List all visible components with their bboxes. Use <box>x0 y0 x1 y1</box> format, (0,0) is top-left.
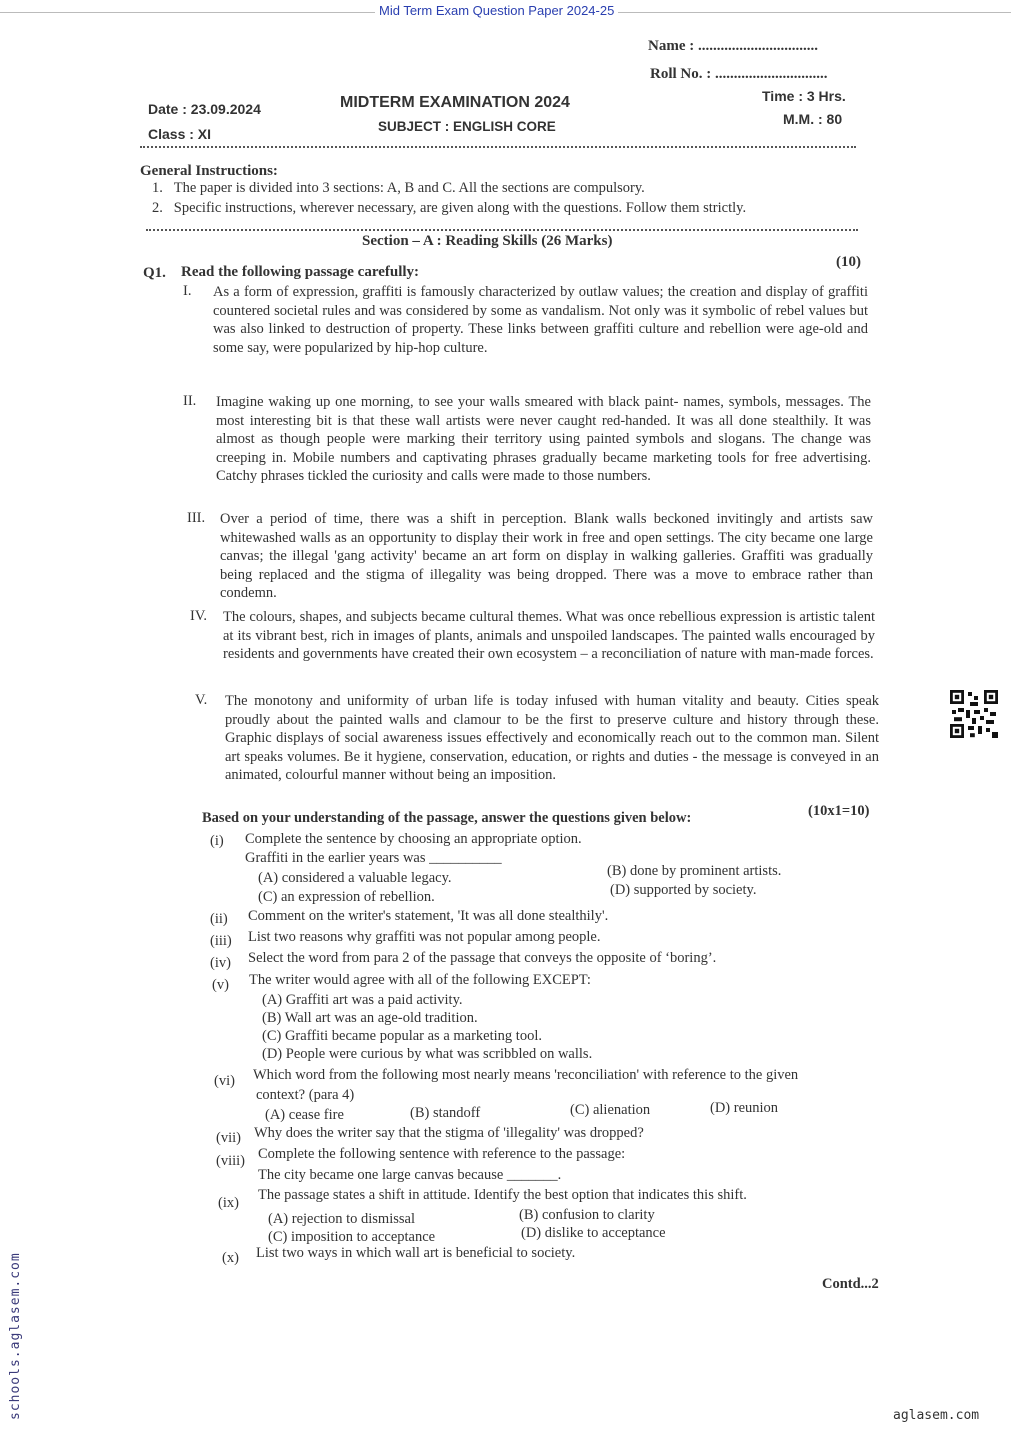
paragraph-text: Imagine waking up one morning, to see your walls smeared with black paint- names, symbols, messages. The most interesting bit is that these wall artists were never caught red-handed. It was all done stealthily. It was almost as though people were marking their territory using painted symbols and slogans. The change was creeping in. Mobile numbers and captivating phrases gradually became marketing tools for free advertising. Catchy phrases tickled the curiosity and calls were made to those numbers. <box>216 394 871 485</box>
option-b: (B) standoff <box>410 1105 481 1121</box>
option-b: (B) done by prominent artists. <box>607 863 782 879</box>
instructions-title: General Instructions: <box>140 163 278 179</box>
answer-prompt: Based on your understanding of the passage, answer the questions given below: <box>202 810 692 826</box>
footer-watermark: aglasem.com <box>893 1408 980 1423</box>
passage-paragraph <box>190 608 875 664</box>
instruction-num: 1. <box>152 180 163 196</box>
question-text: Which word from the following most nearly means 'reconciliation' with reference to the given <box>253 1067 799 1083</box>
instruction-text: Specific instructions, wherever necessary, are given along with the questions. Follow them strictly. <box>173 200 747 216</box>
question-num: (iv) <box>210 955 231 971</box>
document-banner <box>0 0 1011 22</box>
question-num: (i) <box>210 833 224 849</box>
exam-title: MIDTERM EXAMINATION 2024 <box>340 94 570 111</box>
option-b: (B) Wall art was an age-old tradition. <box>262 1010 478 1026</box>
question-text: The passage states a shift in attitude. Identify the best option that indicates this shift. <box>258 1187 747 1203</box>
class-label: Class : XI <box>148 126 212 142</box>
paragraph-text: As a form of expression, graffiti is famously characterized by outlaw values; the creation and display of graffiti countered societal rules and was considered by some as vandalism. Not only was it symbolic of rebel values but was also linked to destruction of property. These links between graffiti culture and rebellion were age-old and some say, were popularized by hip-hop culture. <box>213 284 868 356</box>
question-text: Select the word from para 2 of the passage that conveys the opposite of ‘boring’. <box>248 950 717 966</box>
side-watermark: schools.aglasem.com <box>8 1252 23 1420</box>
question-subtext: The city became one large canvas because _______. <box>258 1167 562 1183</box>
question-text: Comment on the writer's statement, 'It was all done stealthily'. <box>248 908 609 924</box>
section-title: Section – A : Reading Skills (26 Marks) <box>362 233 613 249</box>
qr-code-icon <box>950 690 998 738</box>
option-d: (D) reunion <box>710 1100 779 1116</box>
question-text: The writer would agree with all of the following EXCEPT: <box>249 972 591 988</box>
instruction-item <box>152 200 746 217</box>
question-text: List two ways in which wall art is beneficial to society. <box>256 1245 576 1261</box>
option-c: (C) an expression of rebellion. <box>258 889 435 905</box>
divider <box>140 146 856 148</box>
option-b: (B) confusion to clarity <box>519 1207 655 1223</box>
max-marks-label: M.M. : 80 <box>783 111 843 127</box>
paragraph-text: The colours, shapes, and subjects became cultural themes. What was once rebellious expression is artistic talent at its vibrant best, rich in images of plants, animals and unspoiled landscapes. The painted walls encouraged by residents and governments have created their own ecosystem – a reconciliation of nature with man-made forces. <box>223 609 875 663</box>
option-d: (D) supported by society. <box>610 882 757 898</box>
name-field: Name : ................................ <box>648 38 818 54</box>
option-d: (D) People were curious by what was scribbled on walls. <box>262 1046 593 1062</box>
question-num: (iii) <box>210 933 232 949</box>
paragraph-num: III. <box>187 510 206 526</box>
option-a: (A) considered a valuable legacy. <box>258 870 452 886</box>
question-text: Why does the writer say that the stigma of 'illegality' was dropped? <box>254 1125 644 1141</box>
time-label: Time : 3 Hrs. <box>762 88 846 104</box>
passage-paragraph <box>195 692 879 785</box>
paragraph-num: IV. <box>190 608 208 624</box>
passage-paragraph <box>183 283 868 357</box>
question-num: (v) <box>212 977 229 993</box>
q1-instruction: Read the following passage carefully: <box>181 264 420 280</box>
option-a: (A) Graffiti art was a paid activity. <box>262 992 463 1008</box>
option-d: (D) dislike to acceptance <box>521 1225 666 1241</box>
question-num: (ii) <box>210 911 228 927</box>
banner-title: Mid Term Exam Question Paper 2024-25 <box>375 3 618 18</box>
paragraph-text: Over a period of time, there was a shift in perception. Blank walls beckoned invitingly and artists saw whitewashed walls as an opportunity to display their work in free and open settings. The city became one large canvas; the illegal 'gang activity' became an art form on display in walking galleries. Graffiti was gradually being replaced and the stigma of illegality was being dropped. There was a move to embrace rather than condemn. <box>220 511 873 602</box>
paragraph-text: The monotony and uniformity of urban life is today infused with human vitality and beauty. Cities speak proudly about the painted walls and clamour to be the first to preserve culture and history through these. Graphic displays of social awareness issues effectively and economically reach out to the common man. Silent art speaks volumes. Be it hygiene, conservation, education, or rights and duties - the message is conveyed in an animated, colourful manner without being an imposition. <box>225 693 879 784</box>
question-text-cont: context? (para 4) <box>256 1087 355 1103</box>
instruction-num: 2. <box>152 200 163 216</box>
instruction-text: The paper is divided into 3 sections: A, B and C. All the sections are compulsory. <box>173 180 645 196</box>
instruction-item <box>152 180 645 197</box>
option-c: (C) imposition to acceptance <box>268 1229 436 1245</box>
divider <box>146 229 858 231</box>
option-a: (A) rejection to dismissal <box>268 1211 415 1227</box>
paragraph-num: V. <box>195 692 208 708</box>
passage-paragraph <box>183 393 871 486</box>
q1-label: Q1. <box>143 265 166 281</box>
roll-no-field: Roll No. : .............................. <box>650 66 828 82</box>
question-num: (vii) <box>216 1130 241 1146</box>
question-subtext: Graffiti in the earlier years was __________ <box>245 850 502 866</box>
q1-marks: (10) <box>836 254 861 270</box>
continued-label: Contd...2 <box>822 1276 879 1292</box>
answer-marks: (10x1=10) <box>808 803 870 819</box>
question-num: (vi) <box>214 1073 235 1089</box>
subject-title: SUBJECT : ENGLISH CORE <box>378 119 556 134</box>
exam-date: Date : 23.09.2024 <box>148 101 261 117</box>
paragraph-num: II. <box>183 393 197 409</box>
question-num: (viii) <box>216 1153 245 1169</box>
question-num: (ix) <box>218 1195 239 1211</box>
option-c: (C) Graffiti became popular as a marketing tool. <box>262 1028 542 1044</box>
option-a: (A) cease fire <box>265 1107 344 1123</box>
question-num: (x) <box>222 1250 239 1266</box>
option-c: (C) alienation <box>570 1102 651 1118</box>
paragraph-num: I. <box>183 283 192 299</box>
question-text: List two reasons why graffiti was not popular among people. <box>248 929 601 945</box>
question-text: Complete the following sentence with reference to the passage: <box>258 1146 626 1162</box>
passage-paragraph <box>187 510 873 603</box>
question-text: Complete the sentence by choosing an appropriate option. <box>245 831 582 847</box>
